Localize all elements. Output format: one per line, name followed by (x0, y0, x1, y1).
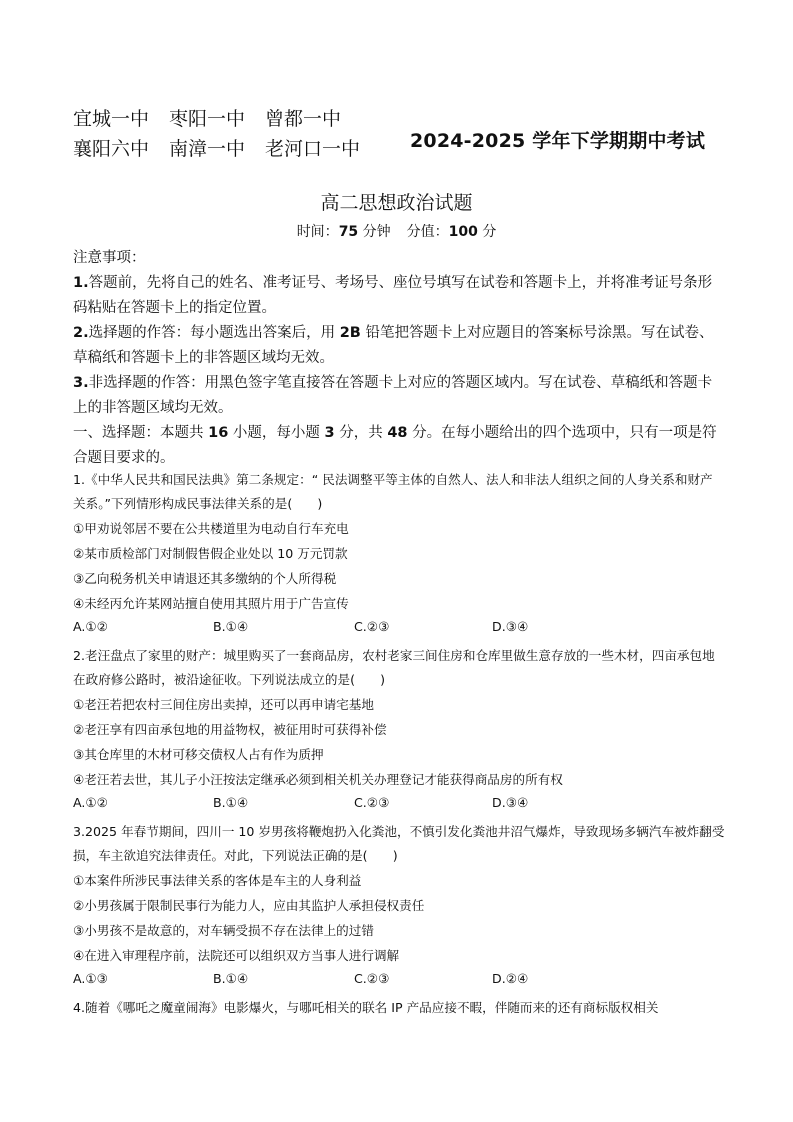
answer-choices (73, 616, 725, 638)
question-list (73, 468, 725, 1020)
note-text: 答题前，先将自己的姓名、准考证号、考场号、座位号填写在试卷和答题卡上，并将准考证号条形码粘贴在答题卡上的指定位置。 (73, 275, 713, 316)
question-4 (73, 996, 725, 1020)
question-stem: 3.2025 年春节期间，四川一 10 岁男孩将鞭炮扔入化粪池，不慎引发化粪池井沼气爆炸，导致现场多辆汽车被炸翻受损，车主欲追究法律责任。对此，下列说法正确的是( ) (73, 824, 725, 863)
school-name: 襄阳六中 (73, 138, 150, 160)
section-text: 分，共 (334, 425, 388, 441)
section-text: 分。在每小题给出的四个选项中，只有一项是符合题目要求的。 (73, 425, 717, 466)
note-item-3 (73, 371, 723, 421)
time-label: 时间： (296, 224, 339, 240)
question-stem: 2.老汪盘点了家里的财产：城里购买了一套商品房，农村老家三间住房和仓库里做生意存放的一些木材，四亩承包地在政府修公路时，被沿途征收。下列说法成立的是( ) (73, 648, 715, 687)
question-option: ④未经丙允许某网站擅自使用其照片用于广告宣传 (73, 596, 349, 611)
note-bold: 2B (339, 325, 361, 341)
question-option: ②老汪享有四亩承包地的用益物权，被征用时可获得补偿 (73, 722, 387, 737)
question-option: ④在进入审理程序前，法院还可以组织双方当事人进行调解 (73, 948, 400, 963)
note-number: 1. (73, 275, 89, 291)
time-unit: 分钟 (362, 224, 391, 240)
answer-choice: A.①② (73, 795, 108, 810)
note-text: 铅笔把答题卡上对应题目的答案标号涂黑。写在试卷、草稿纸和答题卡上的非答题区域均无效。 (73, 325, 714, 366)
score-label: 分值： (406, 224, 449, 240)
section-text: 一、选择题：本题共 (73, 425, 209, 441)
answer-choice: C.②③ (354, 619, 390, 634)
note-text: 选择题的作答：每小题选出答案后，用 (88, 325, 340, 341)
note-number: 2. (73, 325, 89, 341)
question-option: ①老汪若把农村三间住房出卖掉，还可以再申请宅基地 (73, 697, 374, 712)
answer-choice: B.①④ (213, 795, 249, 810)
school-row-2 (73, 134, 380, 164)
section-text: 小题，每小题 (228, 425, 325, 441)
exam-title: 2024-2025 学年下学期期中考试 (410, 130, 706, 152)
question-option: ③小男孩不是故意的，对车辆受损不存在法律上的过错 (73, 923, 374, 938)
school-name: 曾都一中 (265, 108, 342, 130)
subject-title: 高二思想政治试题 (320, 192, 473, 214)
question-option: ③其仓库里的木材可移交债权人占有作为质押 (73, 747, 324, 762)
question-stem: 4.随着《哪吒之魔童闹海》电影爆火，与哪吒相关的联名 IP 产品应接不暇，伴随而来的还有商标版权相关 (73, 1000, 659, 1015)
question-option: ③乙向税务机关申请退还其多缴纳的个人所得税 (73, 571, 337, 586)
note-text: 非选择题的作答：用黑色签字笔直接答在答题卡上对应的答题区域内。写在试卷、草稿纸和答题卡上的非答题区域均无效。 (73, 375, 713, 416)
notes-section (73, 246, 723, 471)
note-item-2 (73, 321, 723, 371)
answer-choices (73, 792, 725, 814)
school-name: 枣阳一中 (169, 108, 246, 130)
question-3 (73, 820, 725, 990)
note-item-1 (73, 271, 723, 321)
answer-choices (73, 968, 725, 990)
answer-choice: A.①② (73, 619, 108, 634)
time-value: 75 (338, 224, 359, 240)
question-option: ①甲劝说邻居不要在公共楼道里为电动自行车充电 (73, 521, 349, 536)
question-option: ①本案件所涉民事法律关系的客体是车主的人身利益 (73, 873, 362, 888)
answer-choice: B.①④ (213, 971, 249, 986)
question-2 (73, 644, 725, 814)
section-number: 16 (208, 425, 229, 441)
answer-choice: B.①④ (213, 619, 249, 634)
time-score-info (0, 221, 793, 241)
answer-choice: C.②③ (354, 971, 390, 986)
answer-choice: D.③④ (492, 795, 529, 810)
school-name: 南漳一中 (169, 138, 246, 160)
school-name: 老河口一中 (265, 138, 361, 160)
section-instructions (73, 421, 723, 471)
question-1 (73, 468, 725, 638)
notes-heading: 注意事项： (73, 250, 146, 266)
school-list (73, 104, 380, 164)
question-option: ②某市质检部门对制假售假企业处以 10 万元罚款 (73, 546, 348, 561)
question-option: ②小男孩属于限制民事行为能力人，应由其监护人承担侵权责任 (73, 898, 425, 913)
question-stem: 1.《中华人民共和国民法典》第二条规定：“ 民法调整平等主体的自然人、法人和非法人组织之间的人身关系和财产关系。”下列情形构成民事法律关系的是( ) (73, 472, 713, 511)
score-unit: 分 (482, 224, 497, 240)
section-number: 48 (387, 425, 408, 441)
answer-choice: A.①③ (73, 971, 108, 986)
answer-choice: D.②④ (492, 971, 529, 986)
section-number: 3 (324, 425, 335, 441)
answer-choice: D.③④ (492, 619, 529, 634)
question-option: ④老汪若去世，其儿子小汪按法定继承必须到相关机关办理登记才能获得商品房的所有权 (73, 772, 563, 787)
note-number: 3. (73, 375, 89, 391)
school-row-1 (73, 104, 380, 134)
answer-choice: C.②③ (354, 795, 390, 810)
school-name: 宜城一中 (73, 108, 150, 130)
score-value: 100 (448, 224, 478, 240)
